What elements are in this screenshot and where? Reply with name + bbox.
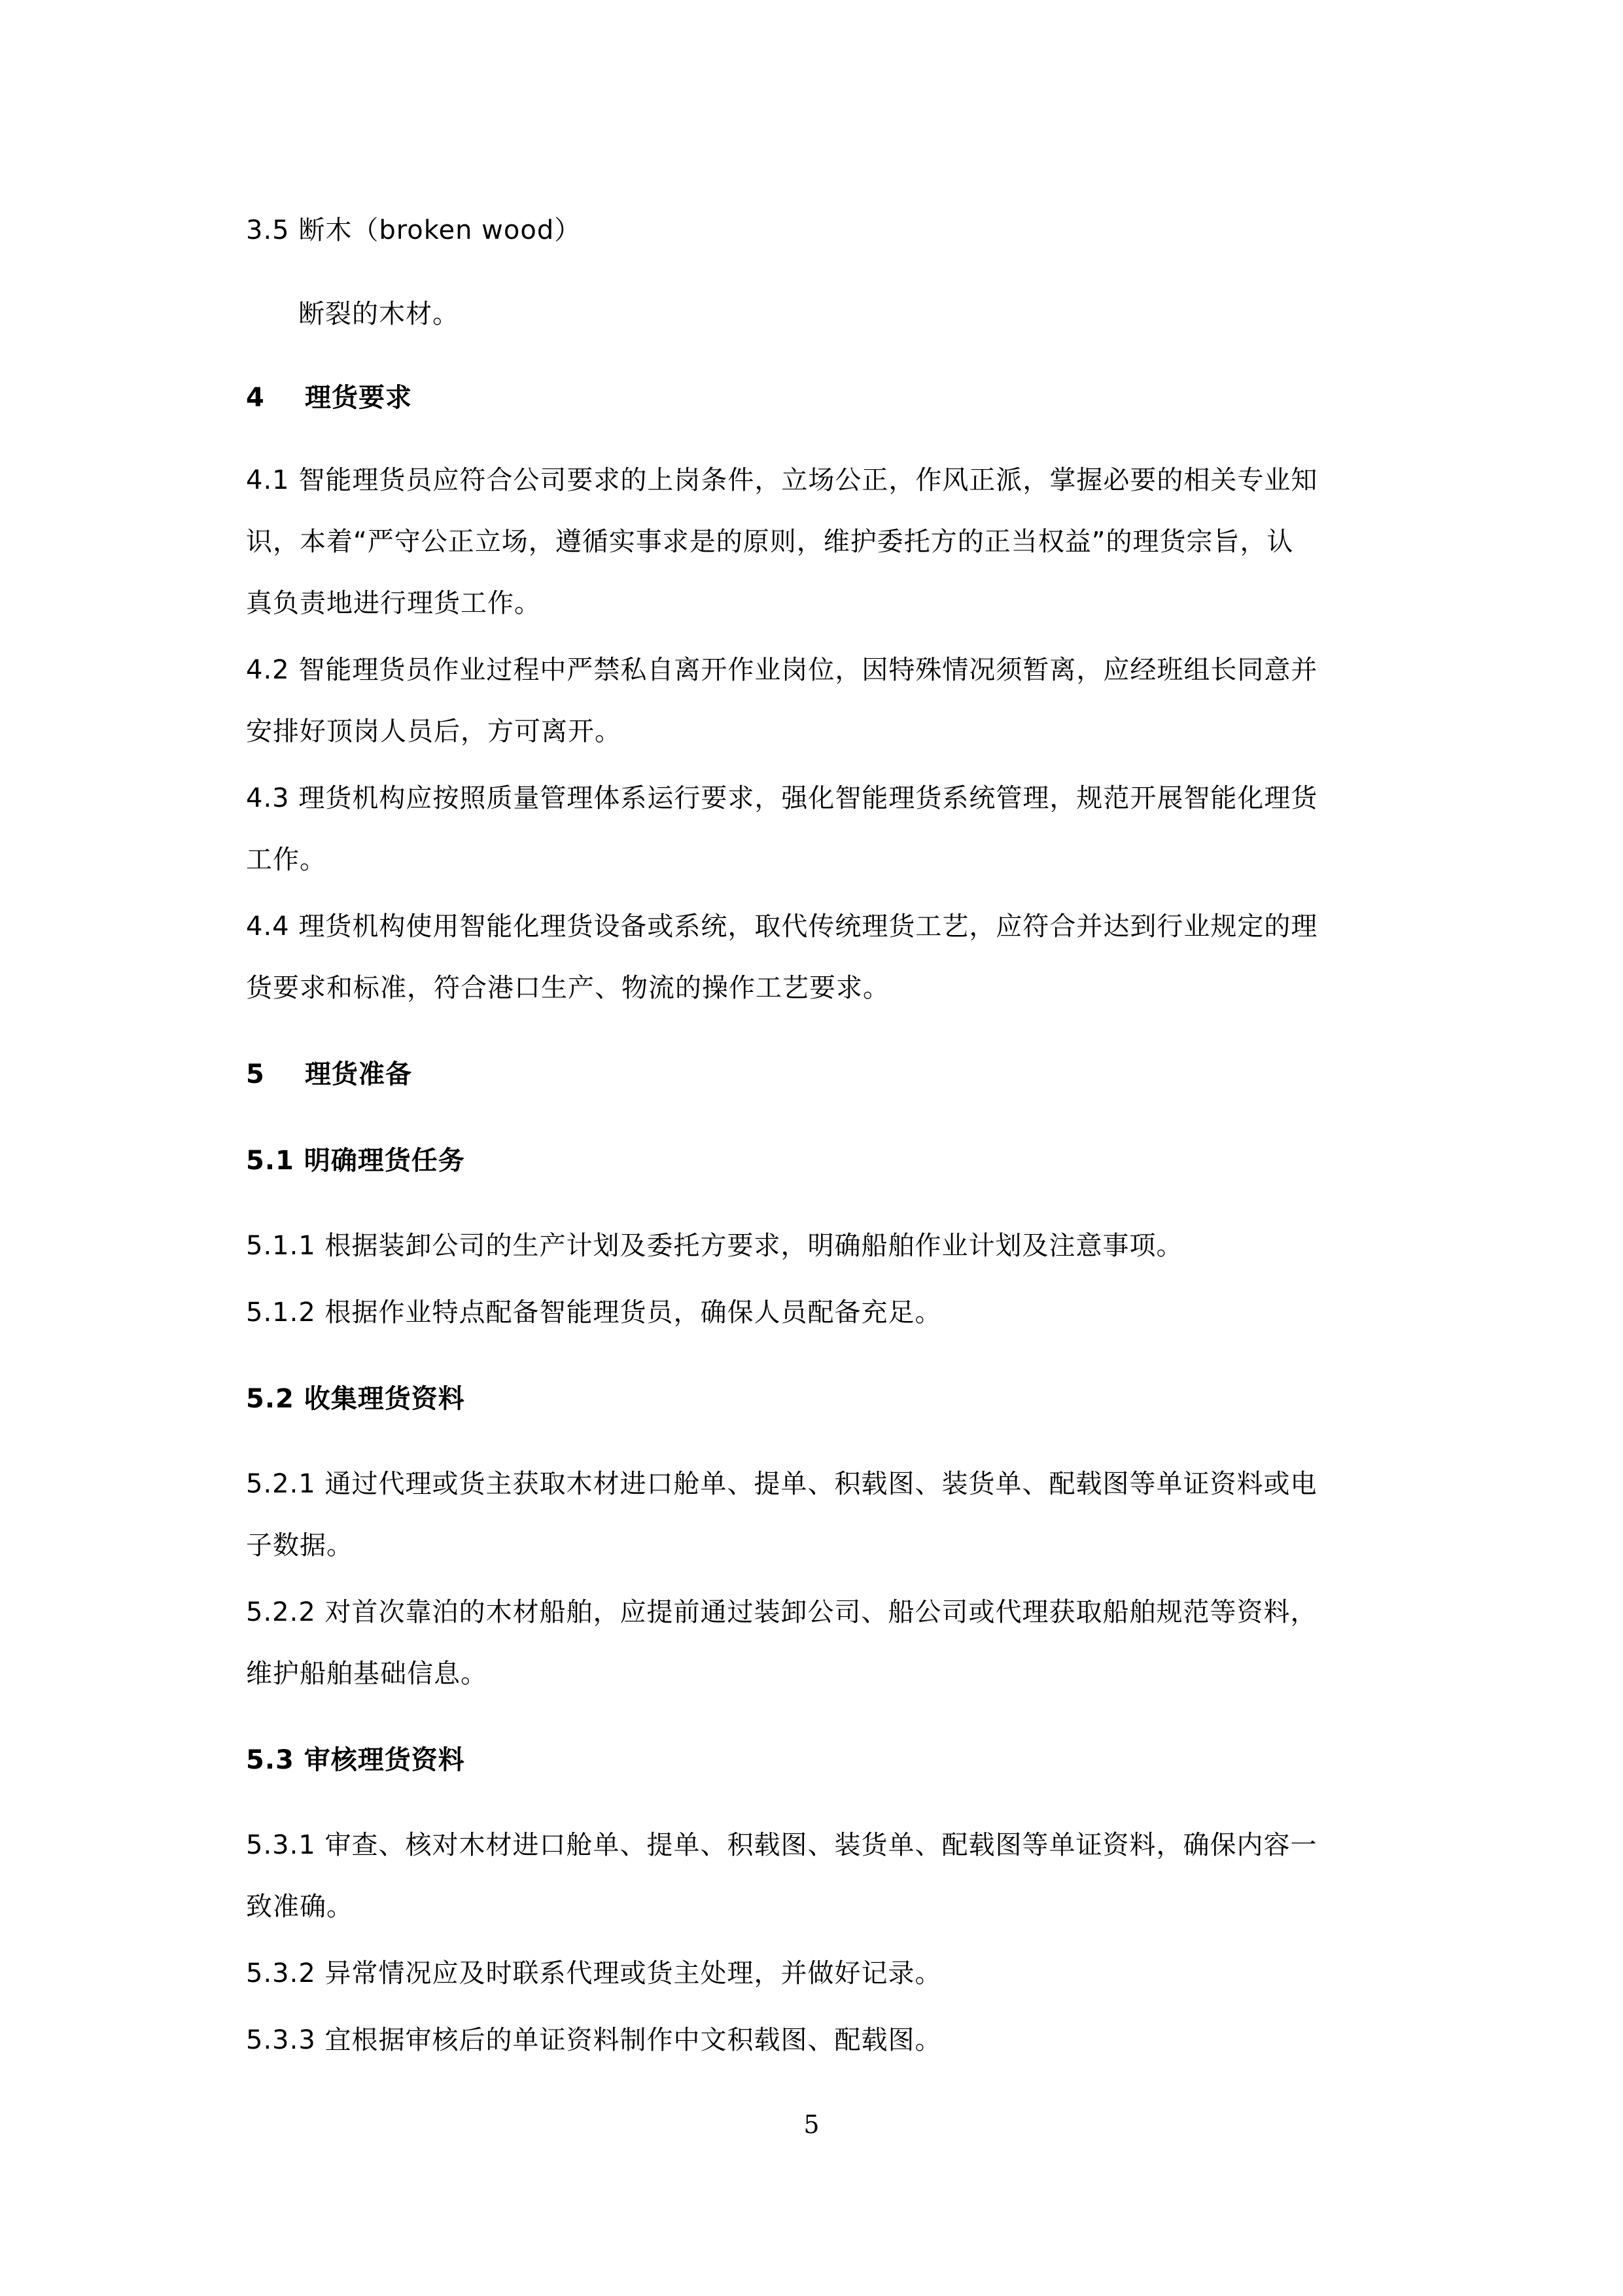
paragraph-4-1-line-3: 真负责地进行理货工作。: [246, 588, 541, 618]
paragraph-5-3-1-line-2: 致准确。: [246, 1892, 353, 1922]
section-5-heading: [246, 1059, 412, 1090]
section-5-3-title: 5.3 审核理货资料: [246, 1745, 465, 1775]
paragraph-4-2-line-1: 4.2 智能理货员作业过程中严禁私自离开作业岗位，因特殊情况须暂离，应经班组长同意并: [246, 655, 1318, 685]
paragraph-5-2-1-line-2: 子数据。: [246, 1530, 353, 1561]
section-4-heading: [246, 382, 412, 414]
section-5-title: 理货准备: [305, 1059, 412, 1089]
page-number: 5: [803, 2110, 820, 2139]
paragraph-5-1-2: 5.1.2 根据作业特点配备智能理货员，确保人员配备充足。: [246, 1298, 942, 1328]
paragraph-5-3-2: 5.3.2 异常情况应及时联系代理或货主处理，并做好记录。: [246, 1958, 942, 1988]
paragraph-5-2-1-line-1: 5.2.1 通过代理或货主获取木材进口舱单、提单、积载图、装货单、配载图等单证资料或电: [246, 1469, 1318, 1499]
section-5-number: 5: [246, 1059, 265, 1089]
paragraph-5-2-2-line-1: 5.2.2 对首次靠泊的木材船舶，应提前通过装卸公司、船公司或代理获取船舶规范等资料，: [246, 1597, 1318, 1627]
paragraph-4-4-line-1: 4.4 理货机构使用智能化理货设备或系统，取代传统理货工艺，应符合并达到行业规定的理: [246, 911, 1318, 942]
paragraph-4-1-line-2: 识，本着“严守公正立场，遵循实事求是的原则，维护委托方的正当权益”的理货宗旨，认: [246, 527, 1294, 557]
section-4-title: 理货要求: [305, 383, 412, 413]
section-3-5-body: 断裂的木材。: [298, 299, 459, 329]
section-5-2-title: 5.2 收集理货资料: [246, 1384, 465, 1414]
paragraph-4-3-line-2: 工作。: [246, 845, 326, 875]
paragraph-4-1-line-1: 4.1 智能理货员应符合公司要求的上岗条件，立场公正，作风正派，掌握必要的相关专业知: [246, 465, 1318, 495]
section-3-5-title: 3.5 断木（broken wood）: [246, 215, 582, 245]
paragraph-5-3-3: 5.3.3 宜根据审核后的单证资料制作中文积载图、配载图。: [246, 2025, 942, 2055]
paragraph-4-4-line-2: 货要求和标准，符合港口生产、物流的操作工艺要求。: [246, 973, 890, 1003]
paragraph-4-2-line-2: 安排好顶岗人员后，方可离开。: [246, 716, 621, 747]
paragraph-4-3-line-1: 4.3 理货机构应按照质量管理体系运行要求，强化智能理货系统管理，规范开展智能化理货: [246, 783, 1318, 813]
paragraph-5-3-1-line-1: 5.3.1 审查、核对木材进口舱单、提单、积载图、装货单、配载图等单证资料，确保内容一: [246, 1830, 1318, 1860]
paragraph-5-2-2-line-2: 维护船舶基础信息。: [246, 1659, 487, 1689]
section-5-1-title: 5.1 明确理货任务: [246, 1146, 465, 1176]
paragraph-5-1-1: 5.1.1 根据装卸公司的生产计划及委托方要求，明确船舶作业计划及注意事项。: [246, 1231, 1183, 1261]
section-4-number: 4: [246, 383, 265, 413]
